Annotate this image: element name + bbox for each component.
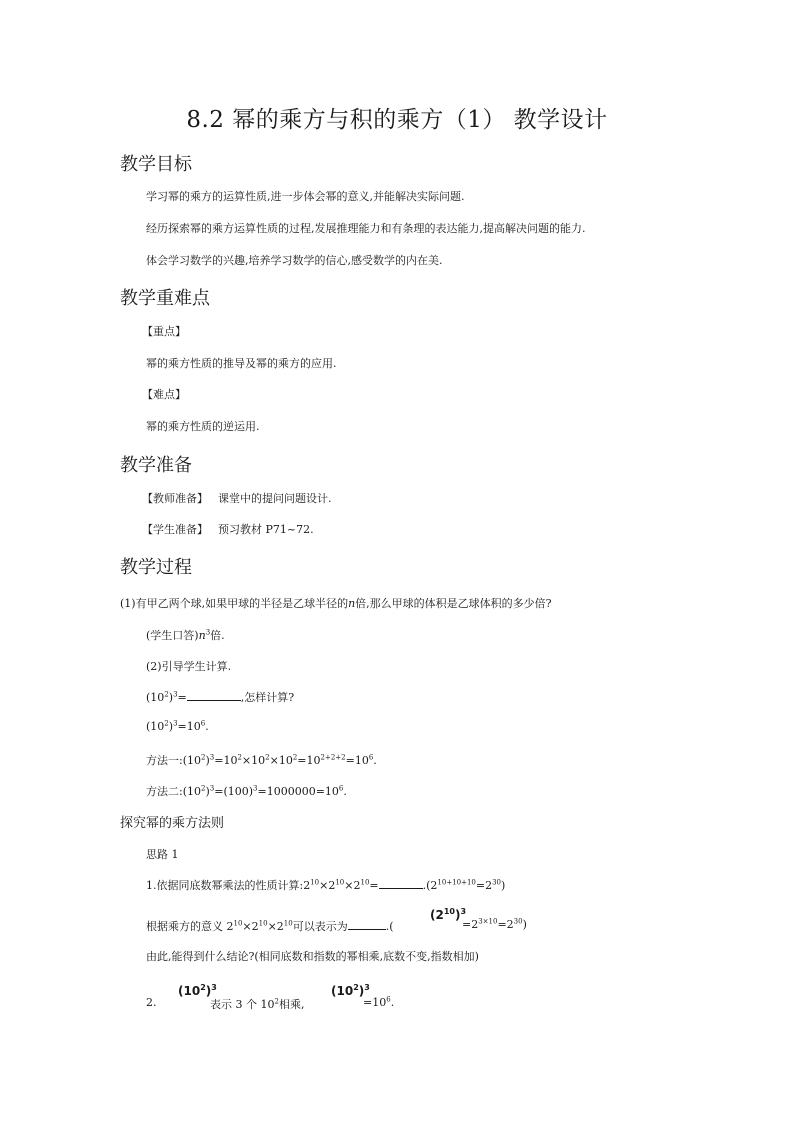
goal-item-2: 经历探索幂的乘方运算性质的过程,发展推理能力和有条理的表达能力,提高解决问题的能力. — [146, 222, 586, 235]
heading-key-points: 教学重难点 — [120, 288, 210, 309]
answer-blank — [187, 690, 241, 701]
goal-item-3: 体会学习数学的兴趣,培养学习数学的信心,感受数学的内在美. — [146, 254, 443, 267]
idea-label: 思路 1 — [146, 848, 179, 861]
document-title: 8.2 幂的乘方与积的乘方（1） 教学设计 — [186, 107, 608, 133]
heading-process: 教学过程 — [120, 557, 192, 578]
step-1-meaning: 根据乘方的意义 $2^{10}\times 2^{10}\times 2^{10}$可以表示为 .( — [146, 919, 394, 933]
student-answer: (学生口答)$n^3$倍. — [146, 628, 225, 642]
guide-text: (2)引导学生计算. — [146, 660, 232, 673]
teacher-prep — [142, 490, 332, 506]
teacher-label: 【教师准备】 — [142, 492, 208, 505]
key-text: 幂的乘方性质的推导及幂的乘方的应用. — [146, 357, 337, 370]
power-expression: $(2^{10})^3$ — [430, 907, 467, 922]
answer-blank — [348, 919, 386, 930]
power-expression: $(10^2)^3$ — [178, 983, 217, 998]
power-result: $=2^{3\times 10}=2^{30}$) — [462, 917, 527, 931]
difficult-text: 幂的乘方性质的逆运用. — [146, 420, 260, 433]
answer-blank — [379, 878, 423, 889]
step-2-result: $=10^6$. — [363, 995, 395, 1009]
step-2-number: 2. — [146, 996, 157, 1009]
teacher-text: 课堂中的提问问题设计. — [218, 492, 332, 505]
step-1: 1.依据同底数幂乘法的性质计算$:2^{10}\times 2^{10}\times 2^{10}= .(2^{10+10+10}=2^{30})$ — [146, 878, 506, 892]
power-expression: $(10^2)^3$ — [331, 983, 370, 998]
student-prep — [142, 521, 314, 537]
goal-item-1: 学习幂的乘方的运算性质,进一步体会幂的意义,并能解决实际问题. — [146, 190, 465, 203]
conclusion-question: 由此,能得到什么结论?(相同底数和指数的幂相乘,底数不变,指数相加) — [146, 950, 479, 963]
student-label: 【学生准备】 — [142, 523, 208, 536]
key-label: 【重点】 — [142, 325, 186, 338]
student-text: 预习教材 P71~72. — [218, 523, 314, 536]
difficult-label: 【难点】 — [142, 388, 186, 401]
question-1: (1)有甲乙两个球,如果甲球的半径是乙球半径的n倍,那么甲球的体积是乙球体积的多少倍? — [120, 597, 552, 610]
method-two: 方法二$:(10^2)^3=(100)^3=1000000=10^6$. — [146, 784, 347, 798]
heading-explore: 探究幂的乘方法则 — [120, 816, 225, 831]
calc-question: $(10^2)^3=$ ,怎样计算? — [146, 690, 295, 704]
calc-result: $(10^2)^3=10^6$. — [146, 719, 209, 733]
heading-preparation: 教学准备 — [120, 455, 192, 476]
method-one: 方法一$:(10^2)^3=10^2\times 10^2\times 10^2=10^{2+2+2}=10^6$. — [146, 753, 377, 767]
heading-goals: 教学目标 — [120, 154, 192, 175]
step-2-text: 表示 3 个 $10^2$相乘, — [210, 997, 305, 1011]
